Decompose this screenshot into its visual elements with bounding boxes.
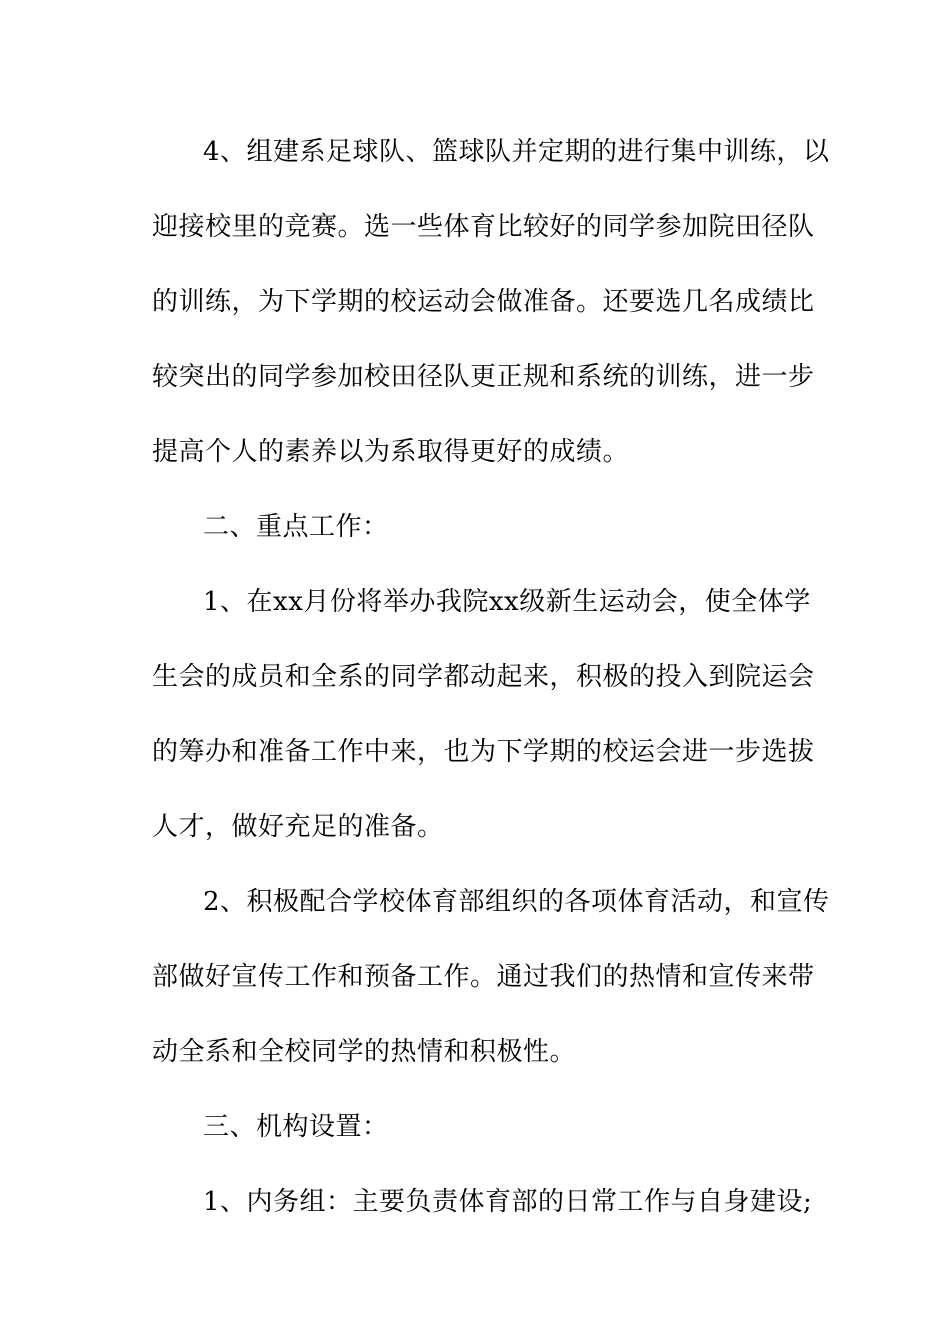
paragraph-line: 2、积极配合学校体育部组织的各项体育活动，和宣传 — [203, 887, 830, 917]
paragraph-line: 提高个人的素养以为系取得更好的成绩。 — [152, 437, 630, 467]
paragraph-line: 的筹办和准备工作中来，也为下学期的校运会进一步选拔 — [152, 737, 815, 767]
paragraph-line: 生会的成员和全系的同学都动起来，积极的投入到院运会 — [152, 662, 815, 692]
paragraph-line: 部做好宣传工作和预备工作。通过我们的热情和宣传来带 — [152, 962, 815, 992]
paragraph-line: 1、在xx月份将举办我院xx级新生运动会，使全体学 — [203, 587, 811, 617]
paragraph-line: 4、组建系足球队、篮球队并定期的进行集中训练，以 — [203, 137, 830, 167]
section-heading: 三、机构设置： — [203, 1112, 389, 1142]
section-heading: 二、重点工作： — [203, 512, 389, 542]
paragraph-line: 1、内务组：主要负责体育部的日常工作与自身建设; — [203, 1187, 813, 1217]
paragraph-line: 较突出的同学参加校田径队更正规和系统的训练，进一步 — [152, 362, 815, 392]
paragraph-line: 动全系和全校同学的热情和积极性。 — [152, 1037, 577, 1067]
paragraph-line: 人才，做好充足的准备。 — [152, 812, 444, 842]
paragraph-line: 的训练，为下学期的校运动会做准备。还要选几名成绩比 — [152, 287, 815, 317]
paragraph-line: 迎接校里的竞赛。选一些体育比较好的同学参加院田径队 — [152, 212, 815, 242]
